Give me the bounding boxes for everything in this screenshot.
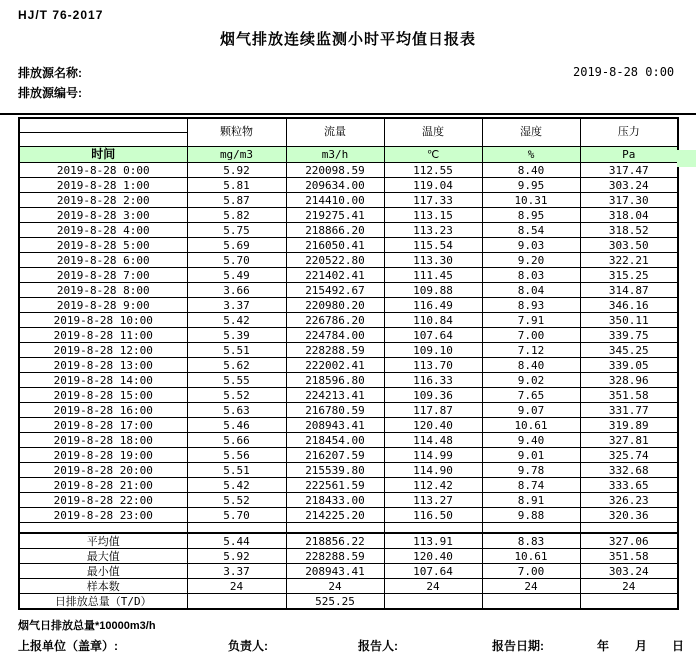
value-cell: 5.51 <box>187 463 286 478</box>
time-cell: 2019-8-28 8:00 <box>19 283 187 298</box>
table-row <box>19 403 678 418</box>
table-row <box>19 223 678 238</box>
value-cell: 208943.41 <box>286 418 384 433</box>
value-cell: 5.42 <box>187 313 286 328</box>
table-row <box>19 478 678 493</box>
value-cell: 322.21 <box>580 253 678 268</box>
value-cell: 216780.59 <box>286 403 384 418</box>
value-cell: 5.82 <box>187 208 286 223</box>
column-header-flow: 流量 <box>286 118 384 147</box>
value-cell: 3.66 <box>187 283 286 298</box>
value-cell: 9.88 <box>482 508 580 523</box>
value-cell: 9.01 <box>482 448 580 463</box>
page-title: 烟气排放连续监测小时平均值日报表 <box>219 31 476 48</box>
value-cell: 326.23 <box>580 493 678 508</box>
value-cell: 317.47 <box>580 163 678 178</box>
time-cell: 2019-8-28 7:00 <box>19 268 187 283</box>
table-row <box>19 433 678 448</box>
value-cell: 219275.41 <box>286 208 384 223</box>
value-cell: 5.70 <box>187 253 286 268</box>
value-cell: 113.91 <box>384 533 482 549</box>
time-header-blank-top <box>19 118 187 133</box>
value-cell: 345.25 <box>580 343 678 358</box>
value-cell: 113.30 <box>384 253 482 268</box>
value-cell: 5.75 <box>187 223 286 238</box>
time-cell: 2019-8-28 17:00 <box>19 418 187 433</box>
value-cell <box>384 594 482 610</box>
unit-pressure: Pa <box>580 147 678 163</box>
time-cell: 2019-8-28 2:00 <box>19 193 187 208</box>
unit-humidity: % <box>482 147 580 163</box>
summary-label-cell: 最大值 <box>19 549 187 564</box>
value-cell: 5.92 <box>187 549 286 564</box>
unit-row <box>19 147 678 163</box>
value-cell: 5.52 <box>187 493 286 508</box>
time-cell: 2019-8-28 21:00 <box>19 478 187 493</box>
time-cell: 2019-8-28 23:00 <box>19 508 187 523</box>
value-cell: 113.23 <box>384 223 482 238</box>
value-cell: 220098.59 <box>286 163 384 178</box>
value-cell: 339.75 <box>580 328 678 343</box>
value-cell: 222561.59 <box>286 478 384 493</box>
value-cell: 8.91 <box>482 493 580 508</box>
table-row <box>19 579 678 594</box>
value-cell: 317.30 <box>580 193 678 208</box>
value-cell: 228288.59 <box>286 549 384 564</box>
table-row <box>19 208 678 223</box>
value-cell: 303.24 <box>580 178 678 193</box>
time-cell: 2019-8-28 4:00 <box>19 223 187 238</box>
table-row <box>19 549 678 564</box>
value-cell <box>482 594 580 610</box>
value-cell: 5.39 <box>187 328 286 343</box>
value-cell: 346.16 <box>580 298 678 313</box>
value-cell: 214410.00 <box>286 193 384 208</box>
value-cell: 5.56 <box>187 448 286 463</box>
value-cell: 332.68 <box>580 463 678 478</box>
value-cell: 120.40 <box>384 549 482 564</box>
header-row-top <box>19 118 678 133</box>
table-row <box>19 178 678 193</box>
value-cell: 315.25 <box>580 268 678 283</box>
value-cell: 331.77 <box>580 403 678 418</box>
value-cell: 5.49 <box>187 268 286 283</box>
value-cell: 220980.20 <box>286 298 384 313</box>
value-cell: 218856.22 <box>286 533 384 549</box>
time-header: 时间 <box>19 147 187 163</box>
value-cell: 9.03 <box>482 238 580 253</box>
value-cell: 109.88 <box>384 283 482 298</box>
value-cell: 222002.41 <box>286 358 384 373</box>
value-cell: 333.65 <box>580 478 678 493</box>
table-row <box>19 448 678 463</box>
value-cell: 218866.20 <box>286 223 384 238</box>
value-cell: 215492.67 <box>286 283 384 298</box>
column-header-pm: 颗粒物 <box>187 118 286 147</box>
value-cell: 320.36 <box>580 508 678 523</box>
table-row <box>19 493 678 508</box>
value-cell: 111.45 <box>384 268 482 283</box>
value-cell: 218454.00 <box>286 433 384 448</box>
year-label: 年 <box>597 639 610 653</box>
value-cell: 114.48 <box>384 433 482 448</box>
unit-row-right-extension <box>677 150 696 167</box>
value-cell: 3.37 <box>187 298 286 313</box>
value-cell: 7.91 <box>482 313 580 328</box>
value-cell: 24 <box>286 579 384 594</box>
time-cell: 2019-8-28 14:00 <box>19 373 187 388</box>
value-cell: 8.74 <box>482 478 580 493</box>
time-cell: 2019-8-28 1:00 <box>19 178 187 193</box>
table-row <box>19 193 678 208</box>
value-cell: 9.07 <box>482 403 580 418</box>
value-cell: 5.69 <box>187 238 286 253</box>
column-header-pressure: 压力 <box>580 118 678 147</box>
value-cell: 350.11 <box>580 313 678 328</box>
table-row <box>19 253 678 268</box>
value-cell: 117.33 <box>384 193 482 208</box>
value-cell: 218433.00 <box>286 493 384 508</box>
value-cell: 112.42 <box>384 478 482 493</box>
value-cell: 5.52 <box>187 388 286 403</box>
spacer-row <box>19 523 678 534</box>
unit-pm: mg/m3 <box>187 147 286 163</box>
time-cell: 2019-8-28 15:00 <box>19 388 187 403</box>
value-cell: 7.00 <box>482 328 580 343</box>
value-cell: 10.61 <box>482 418 580 433</box>
value-cell: 327.06 <box>580 533 678 549</box>
value-cell: 107.64 <box>384 564 482 579</box>
time-cell: 2019-8-28 9:00 <box>19 298 187 313</box>
time-cell: 2019-8-28 0:00 <box>19 163 187 178</box>
table-row <box>19 283 678 298</box>
hourly-average-table <box>18 117 679 610</box>
table-row <box>19 313 678 328</box>
table-row <box>19 463 678 478</box>
value-cell: 218596.80 <box>286 373 384 388</box>
table-row <box>19 508 678 523</box>
value-cell: 3.37 <box>187 564 286 579</box>
value-cell: 113.27 <box>384 493 482 508</box>
value-cell: 314.87 <box>580 283 678 298</box>
value-cell: 114.99 <box>384 448 482 463</box>
value-cell: 5.62 <box>187 358 286 373</box>
value-cell: 525.25 <box>286 594 384 610</box>
value-cell: 214225.20 <box>286 508 384 523</box>
value-cell: 5.92 <box>187 163 286 178</box>
value-cell: 5.81 <box>187 178 286 193</box>
report-date-label: 报告日期: <box>492 639 544 653</box>
table-row <box>19 328 678 343</box>
value-cell: 351.58 <box>580 549 678 564</box>
value-cell: 113.70 <box>384 358 482 373</box>
value-cell: 9.78 <box>482 463 580 478</box>
value-cell: 5.44 <box>187 533 286 549</box>
table-row <box>19 268 678 283</box>
value-cell: 117.87 <box>384 403 482 418</box>
value-cell: 8.40 <box>482 358 580 373</box>
table-row <box>19 564 678 579</box>
value-cell: 208943.41 <box>286 564 384 579</box>
value-cell: 8.40 <box>482 163 580 178</box>
table-row <box>19 418 678 433</box>
reporting-unit-label: 上报单位（盖章）: <box>18 639 118 653</box>
standard-code: HJ/T 76-2017 <box>18 8 104 22</box>
table-row <box>19 533 678 549</box>
time-cell: 2019-8-28 22:00 <box>19 493 187 508</box>
time-cell: 2019-8-28 20:00 <box>19 463 187 478</box>
summary-label-cell: 样本数 <box>19 579 187 594</box>
summary-label-cell: 最小值 <box>19 564 187 579</box>
value-cell: 5.87 <box>187 193 286 208</box>
value-cell: 303.50 <box>580 238 678 253</box>
time-cell: 2019-8-28 16:00 <box>19 403 187 418</box>
value-cell: 7.12 <box>482 343 580 358</box>
value-cell: 113.15 <box>384 208 482 223</box>
value-cell: 303.24 <box>580 564 678 579</box>
value-cell: 7.00 <box>482 564 580 579</box>
value-cell: 8.95 <box>482 208 580 223</box>
responsible-person-label: 负责人: <box>228 639 268 653</box>
unit-flow: m3/h <box>286 147 384 163</box>
value-cell: 24 <box>187 579 286 594</box>
value-cell: 10.31 <box>482 193 580 208</box>
value-cell: 319.89 <box>580 418 678 433</box>
value-cell: 224784.00 <box>286 328 384 343</box>
value-cell: 216050.41 <box>286 238 384 253</box>
value-cell: 9.95 <box>482 178 580 193</box>
value-cell: 119.04 <box>384 178 482 193</box>
value-cell: 318.04 <box>580 208 678 223</box>
summary-label-cell: 平均值 <box>19 533 187 549</box>
value-cell: 5.55 <box>187 373 286 388</box>
time-cell: 2019-8-28 3:00 <box>19 208 187 223</box>
time-cell: 2019-8-28 6:00 <box>19 253 187 268</box>
value-cell: 8.93 <box>482 298 580 313</box>
value-cell: 24 <box>384 579 482 594</box>
value-cell: 110.84 <box>384 313 482 328</box>
time-header-blank-bottom <box>19 133 187 147</box>
time-cell: 2019-8-28 11:00 <box>19 328 187 343</box>
top-rule <box>0 113 696 115</box>
table-row <box>19 343 678 358</box>
value-cell: 114.90 <box>384 463 482 478</box>
value-cell: 339.05 <box>580 358 678 373</box>
value-cell: 8.54 <box>482 223 580 238</box>
table-row <box>19 388 678 403</box>
value-cell: 8.83 <box>482 533 580 549</box>
value-cell: 5.46 <box>187 418 286 433</box>
table-row <box>19 238 678 253</box>
value-cell: 228288.59 <box>286 343 384 358</box>
value-cell: 5.70 <box>187 508 286 523</box>
value-cell: 115.54 <box>384 238 482 253</box>
value-cell: 216207.59 <box>286 448 384 463</box>
value-cell: 328.96 <box>580 373 678 388</box>
value-cell: 215539.80 <box>286 463 384 478</box>
value-cell: 109.10 <box>384 343 482 358</box>
table-row <box>19 373 678 388</box>
value-cell: 24 <box>482 579 580 594</box>
table-row <box>19 298 678 313</box>
month-label: 月 <box>635 639 648 653</box>
time-cell: 2019-8-28 10:00 <box>19 313 187 328</box>
value-cell: 112.55 <box>384 163 482 178</box>
value-cell: 8.04 <box>482 283 580 298</box>
source-name-label: 排放源名称: <box>18 66 82 80</box>
signature-line <box>0 637 696 653</box>
value-cell: 318.52 <box>580 223 678 238</box>
table-row <box>19 358 678 373</box>
value-cell: 5.63 <box>187 403 286 418</box>
value-cell: 5.42 <box>187 478 286 493</box>
value-cell: 5.66 <box>187 433 286 448</box>
value-cell: 220522.80 <box>286 253 384 268</box>
summary-rows <box>19 533 678 609</box>
column-header-temperature: 温度 <box>384 118 482 147</box>
value-cell: 120.40 <box>384 418 482 433</box>
table-row <box>19 163 678 178</box>
time-cell: 2019-8-28 19:00 <box>19 448 187 463</box>
value-cell: 10.61 <box>482 549 580 564</box>
value-cell: 116.33 <box>384 373 482 388</box>
footnote-total-emission: 烟气日排放总量*10000m3/h <box>18 620 156 632</box>
time-cell: 2019-8-28 18:00 <box>19 433 187 448</box>
value-cell: 107.64 <box>384 328 482 343</box>
time-cell: 2019-8-28 5:00 <box>19 238 187 253</box>
value-cell: 7.65 <box>482 388 580 403</box>
reporter-label: 报告人: <box>358 639 398 653</box>
value-cell: 9.40 <box>482 433 580 448</box>
hourly-rows <box>19 163 678 523</box>
value-cell: 116.50 <box>384 508 482 523</box>
column-header-humidity: 湿度 <box>482 118 580 147</box>
value-cell: 209634.00 <box>286 178 384 193</box>
value-cell: 224213.41 <box>286 388 384 403</box>
value-cell: 9.20 <box>482 253 580 268</box>
value-cell: 325.74 <box>580 448 678 463</box>
value-cell: 8.03 <box>482 268 580 283</box>
time-cell: 2019-8-28 12:00 <box>19 343 187 358</box>
source-id-label: 排放源编号: <box>18 86 82 100</box>
value-cell: 327.81 <box>580 433 678 448</box>
value-cell: 351.58 <box>580 388 678 403</box>
value-cell: 116.49 <box>384 298 482 313</box>
value-cell: 226786.20 <box>286 313 384 328</box>
value-cell: 24 <box>580 579 678 594</box>
value-cell: 5.51 <box>187 343 286 358</box>
summary-label-cell: 日排放总量（T/D） <box>19 594 187 610</box>
value-cell: 9.02 <box>482 373 580 388</box>
day-label: 日 <box>672 639 685 653</box>
report-datetime: 2019-8-28 0:00 <box>573 65 675 79</box>
value-cell <box>580 594 678 610</box>
value-cell: 221402.41 <box>286 268 384 283</box>
value-cell: 109.36 <box>384 388 482 403</box>
unit-temperature: ℃ <box>384 147 482 163</box>
table-row <box>19 594 678 610</box>
time-cell: 2019-8-28 13:00 <box>19 358 187 373</box>
value-cell <box>187 594 286 610</box>
